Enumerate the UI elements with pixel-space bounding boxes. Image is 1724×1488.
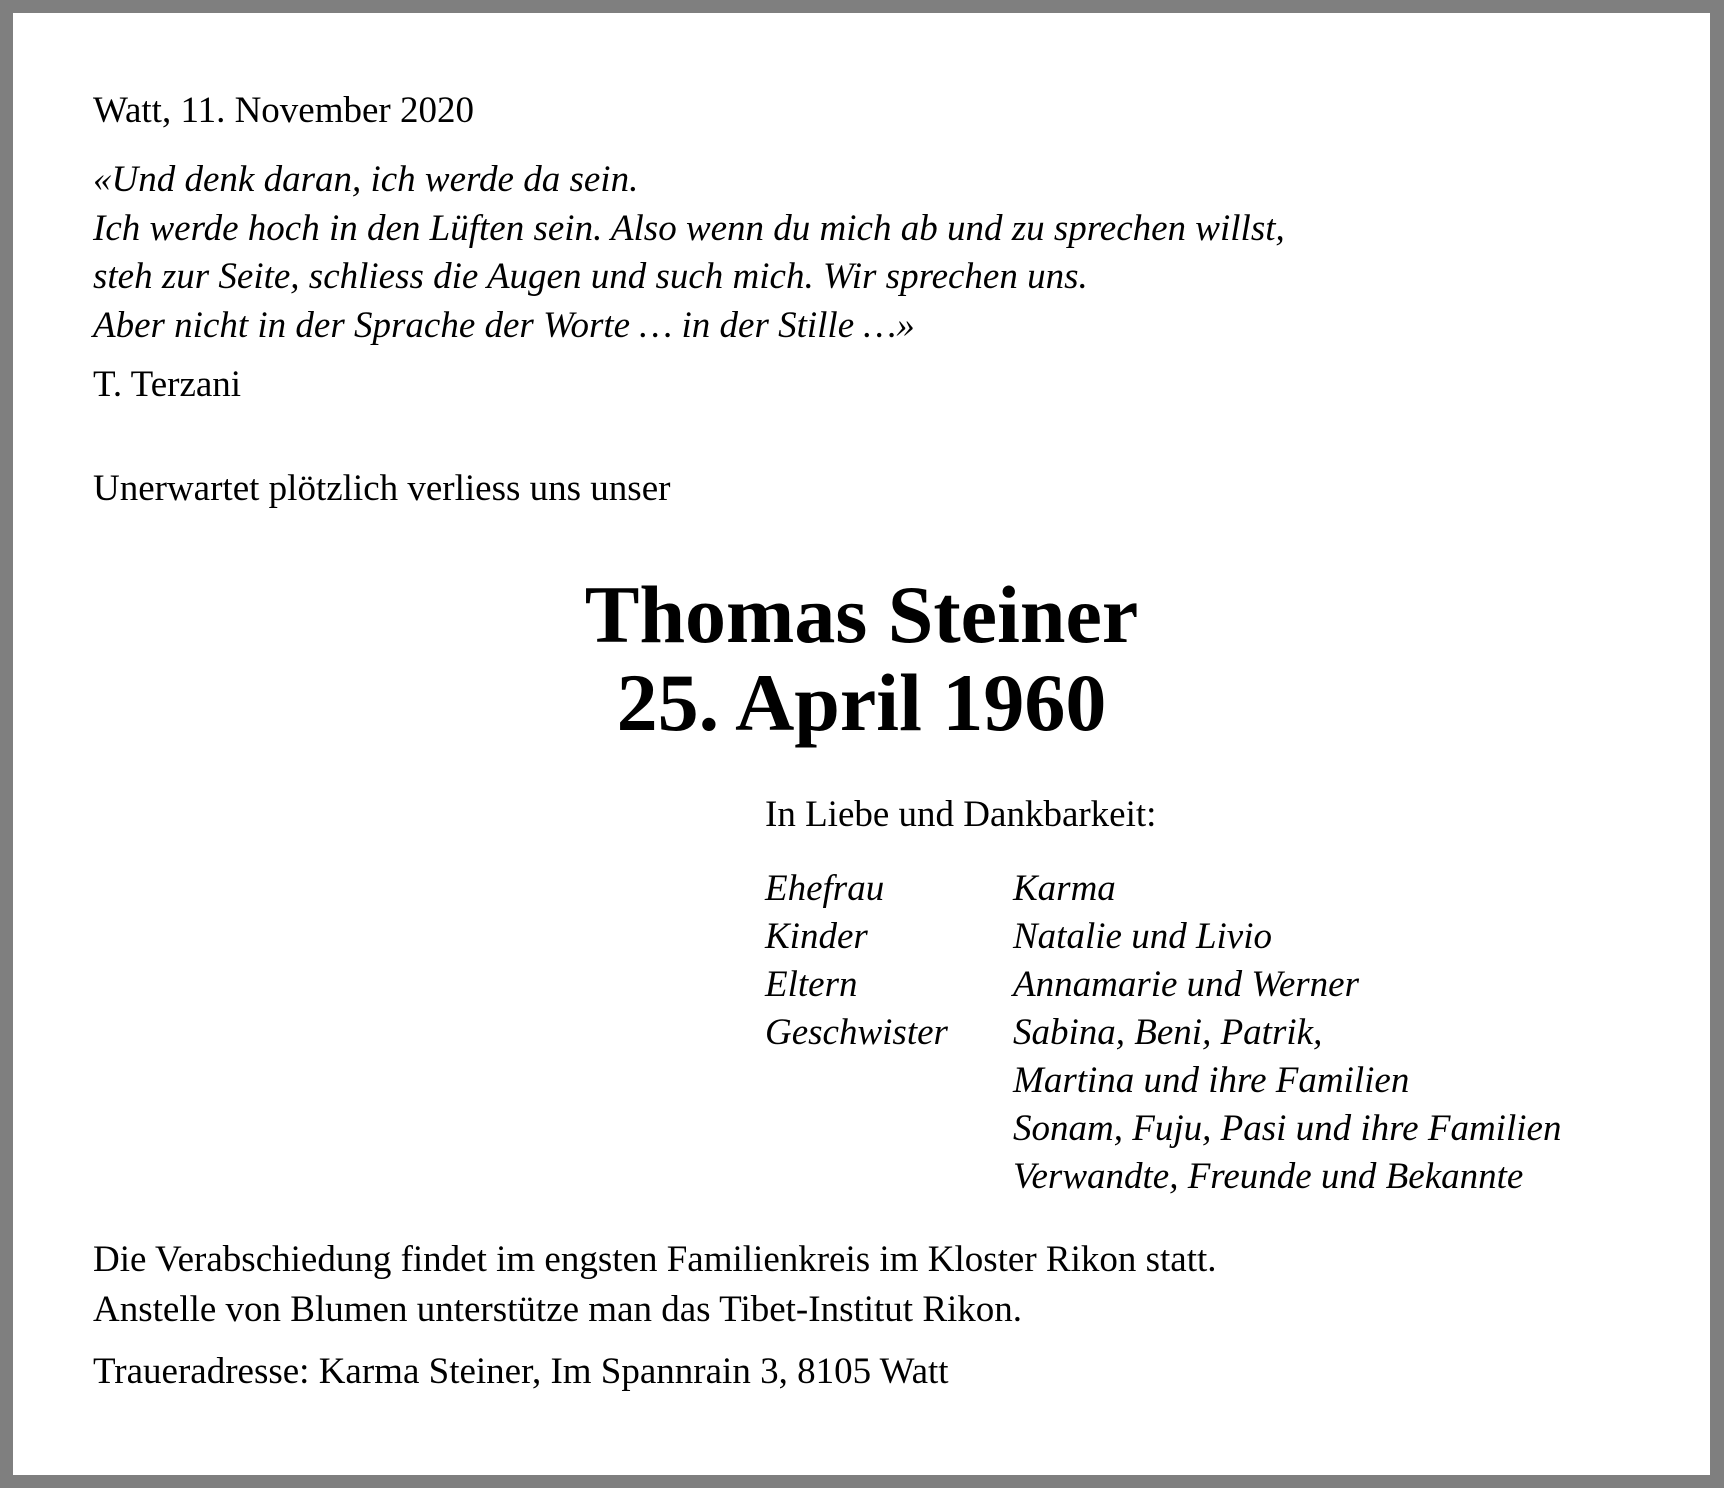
family-name-line: Verwandte, Freunde und Bekannte — [1013, 1156, 1524, 1197]
farewell-text — [93, 1235, 1217, 1335]
deceased-heading — [13, 571, 1710, 747]
quote-line: Ich werde hoch in den Lüften sein. Also wenn du mich ab und zu sprechen willst, — [93, 207, 1285, 249]
family-names — [1013, 865, 1116, 913]
quote-line: Aber nicht in der Sprache der Worte … in der Stille …» — [93, 304, 915, 346]
quote-line: «Und denk daran, ich werde da sein. — [93, 159, 639, 200]
quote — [93, 156, 1285, 350]
family-names — [1013, 913, 1272, 961]
family-row — [765, 961, 1561, 1009]
farewell-line: Anstelle von Blumen unterstütze man das Tibet-Institut Rikon. — [93, 1289, 1023, 1330]
family-row — [765, 865, 1561, 913]
family-role: Eltern — [765, 964, 858, 1005]
obituary-card — [13, 13, 1710, 1475]
family-role: Geschwister — [765, 1012, 948, 1053]
family-row — [765, 1009, 1561, 1201]
family-names — [1013, 1009, 1561, 1201]
family-name-line: Sonam, Fuju, Pasi und ihre Familien — [1013, 1108, 1562, 1149]
quote-author: T. Terzani — [93, 364, 242, 405]
family-name-line: Natalie und Livio — [1013, 916, 1272, 957]
farewell-line: Die Verabschiedung findet im engsten Familienkreis im Kloster Rikon statt. — [93, 1239, 1217, 1280]
birth-date: 25. April 1960 — [616, 657, 1107, 748]
family-name-line: Karma — [1013, 868, 1116, 909]
deceased-name: Thomas Steiner — [584, 569, 1139, 660]
family-row — [765, 913, 1561, 961]
family-list — [765, 865, 1561, 1201]
intro-text: Unerwartet plötzlich verliess uns unser — [93, 468, 671, 509]
mourning-address: Traueradresse: Karma Steiner, Im Spannrain 3, 8105 Watt — [93, 1351, 949, 1392]
family-names — [1013, 961, 1359, 1009]
thanks-heading: In Liebe und Dankbarkeit: — [765, 794, 1157, 835]
family-role: Kinder — [765, 916, 868, 957]
family-name-line: Sabina, Beni, Patrik, — [1013, 1012, 1323, 1053]
family-role: Ehefrau — [765, 868, 885, 909]
quote-line: steh zur Seite, schliess die Augen und such mich. Wir sprechen uns. — [93, 256, 1088, 297]
family-name-line: Martina und ihre Familien — [1013, 1060, 1410, 1101]
place-date: Watt, 11. November 2020 — [93, 90, 474, 131]
family-name-line: Annamarie und Werner — [1013, 964, 1359, 1005]
